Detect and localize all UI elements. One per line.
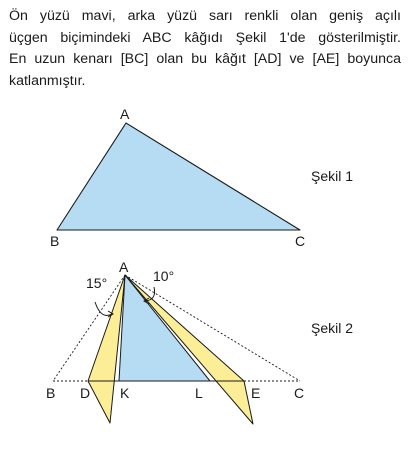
figure-2-caption: Şekil 2 (311, 320, 354, 336)
vertex-b-label: B (50, 233, 60, 249)
point-c-label: C (294, 385, 305, 401)
point-k-label: K (120, 385, 130, 401)
figure-1-caption: Şekil 1 (311, 168, 354, 184)
vertex-a-label-2: A (119, 259, 129, 275)
triangle-abc (57, 123, 300, 230)
problem-line-3: En uzun kenarı [BC] olan bu kâğıt [AD] ve [AE] boyunca (9, 51, 401, 67)
point-d-label: D (80, 385, 91, 401)
angle-arc-left (95, 302, 112, 316)
figure-1 (50, 106, 353, 249)
problem-line-2: üçgen biçimindeki ABC kâğıdı Şekil 1'de gösterilmiştir. (9, 29, 401, 46)
problem-line-1: Ön yüzü mavi, arka yüzü sarı renkli olan geniş açılı (9, 8, 401, 24)
vertex-a-label: A (120, 106, 130, 122)
figure-2 (46, 259, 353, 424)
point-b-label: B (46, 385, 56, 401)
angle-left-label: 15° (86, 275, 108, 291)
problem-line-4: katlanmıştır. (9, 72, 86, 89)
point-l-label: L (195, 385, 203, 401)
vertex-c-label: C (295, 233, 306, 249)
point-e-label: E (251, 385, 261, 401)
blue-region-akl (119, 275, 210, 381)
angle-right-label: 10° (153, 268, 175, 284)
